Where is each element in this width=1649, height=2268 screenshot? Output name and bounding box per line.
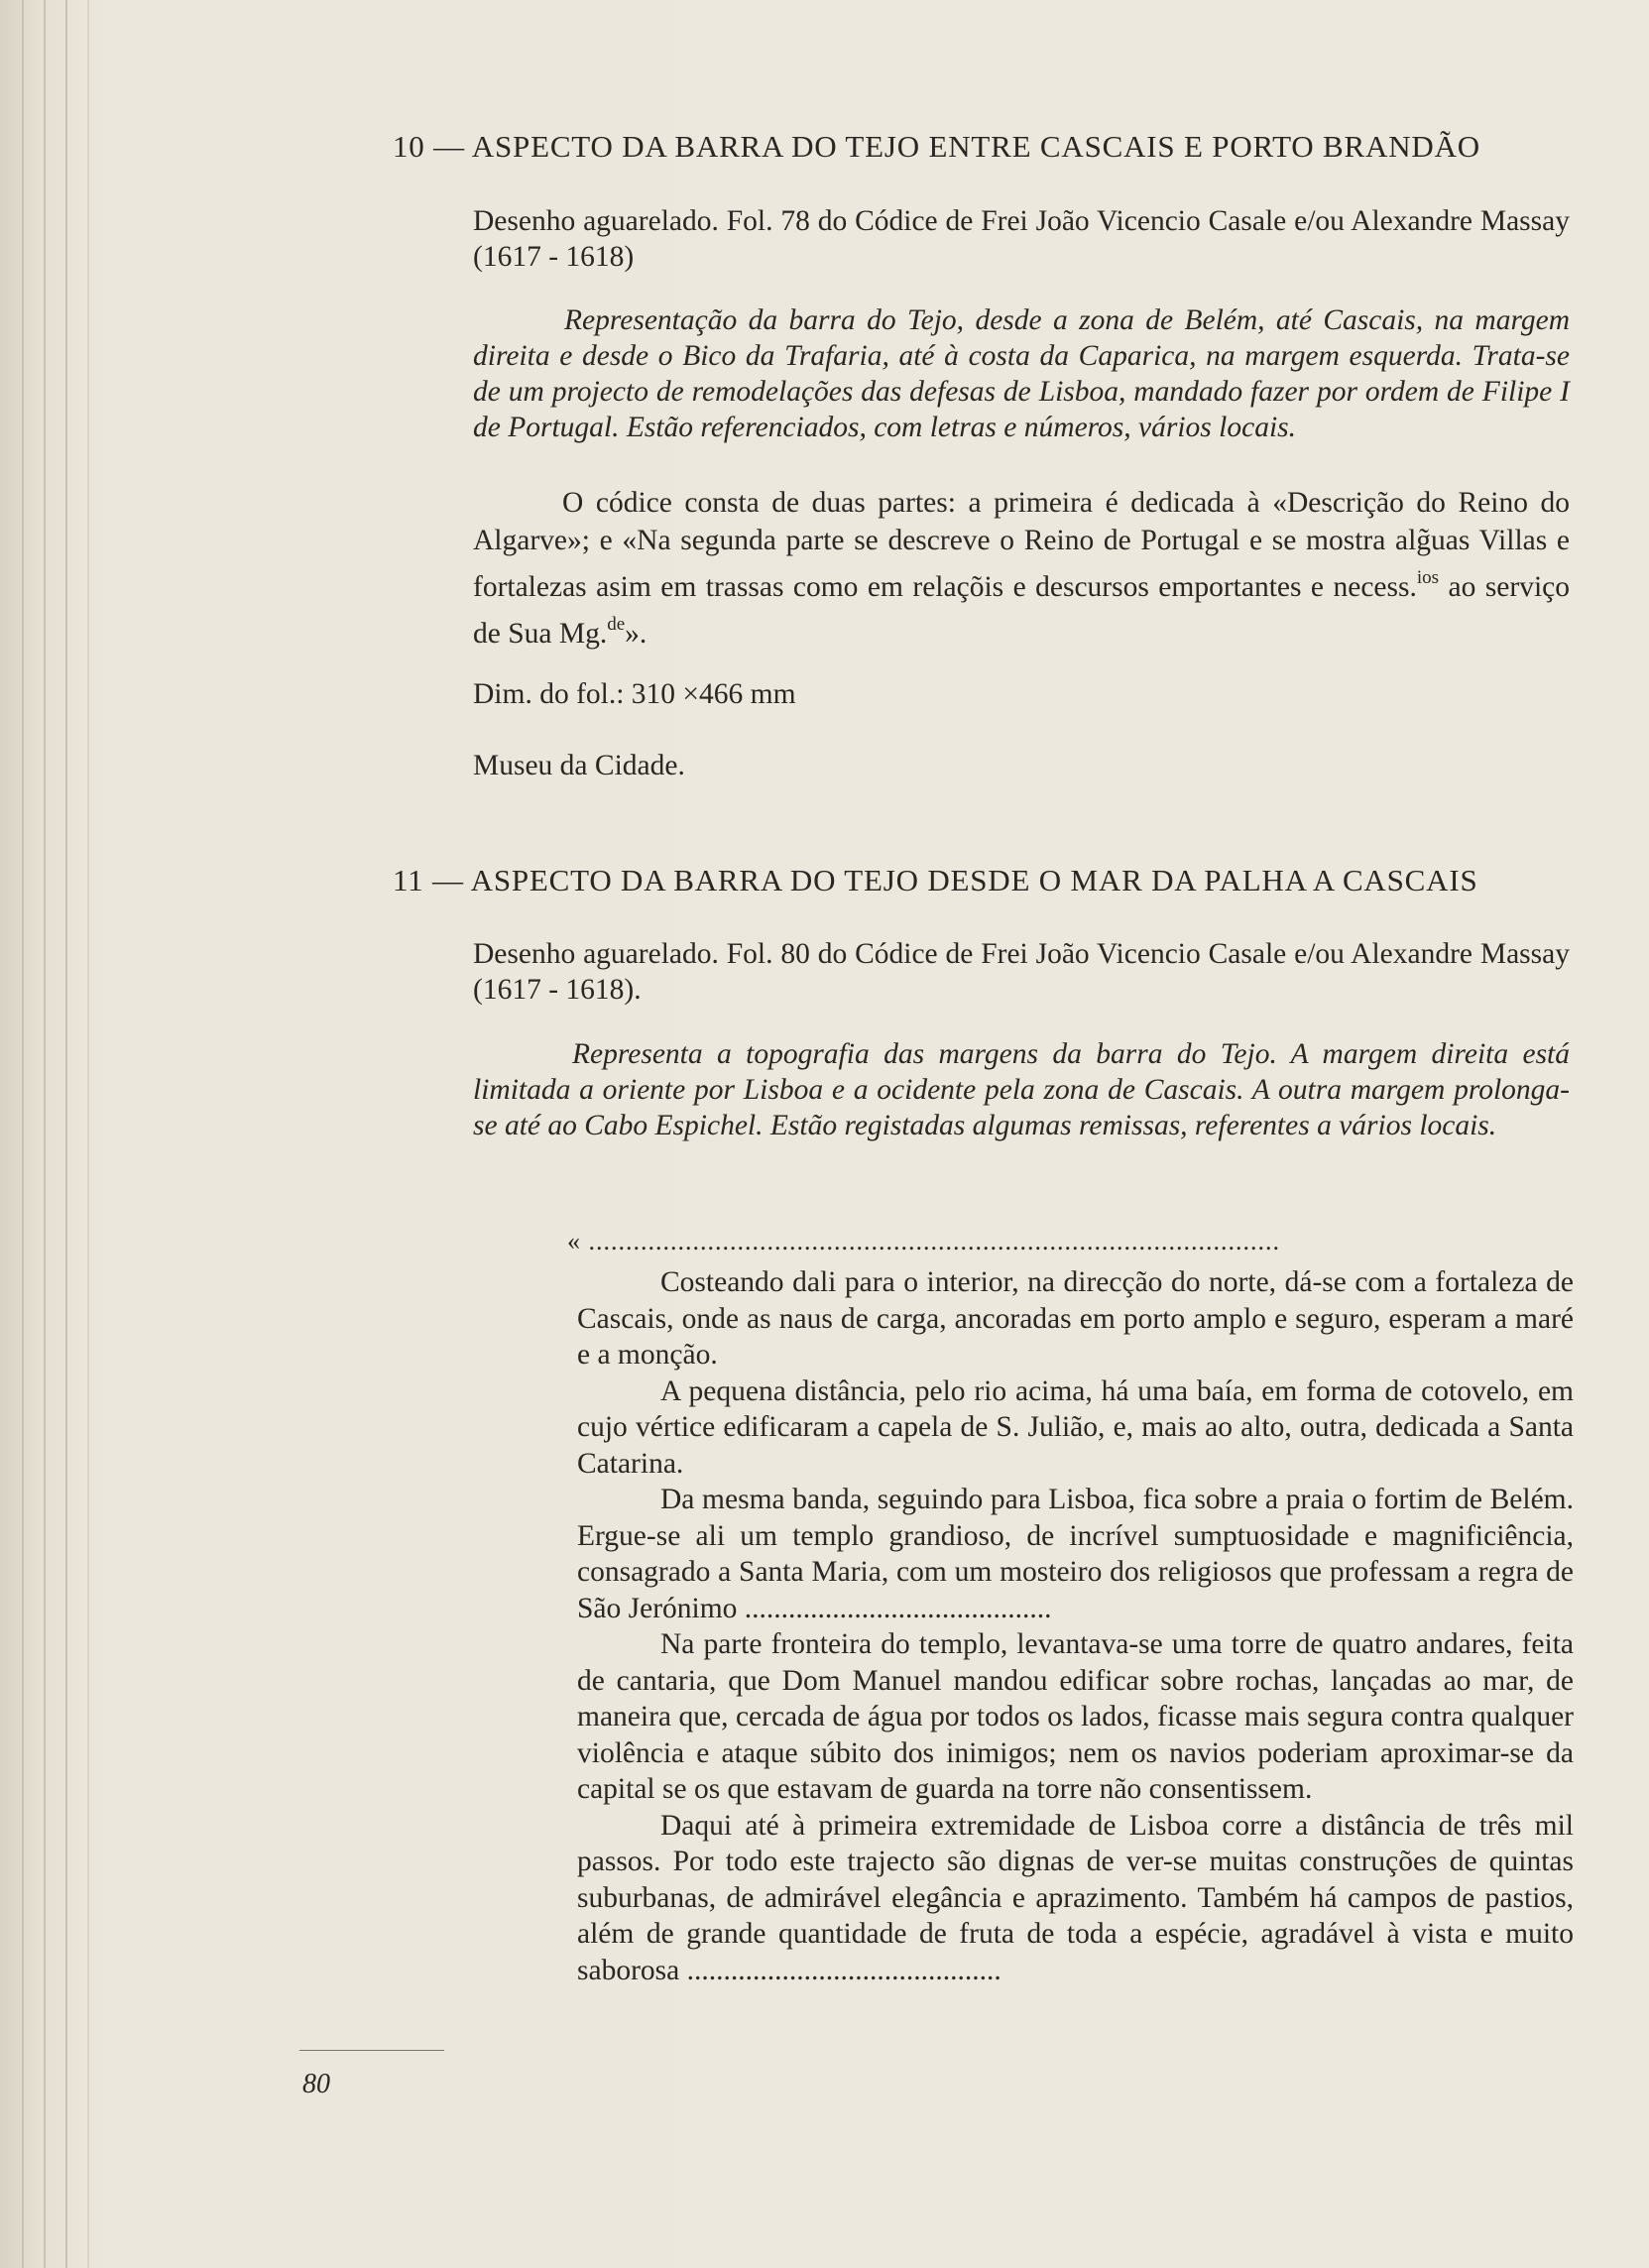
entry-10-number: 10 — [393, 129, 425, 164]
entry-10-dimensions: Dim. do fol.: 310 ×466 mm — [473, 678, 796, 710]
entry-10-location: Museu da Cidade. — [473, 750, 685, 781]
quote-opening: « ............................................................................................. — [567, 1227, 1280, 1255]
entry-10-description: Desenho aguarelado. Fol. 78 do Códice de Frei João Vicencio Casale e/ou Alexandre Massay (1617 - 1618) — [473, 205, 1570, 273]
entry-10-heading — [393, 129, 1480, 165]
quote-paragraph: A pequena distância, pelo rio acima, há uma baía, em forma de cotovelo, em cujo vértice edificaram a capela de S. Julião, e, mais ao alto, outra, dedicada a Santa Catarina. — [577, 1374, 1574, 1480]
entry-11-heading — [393, 863, 1478, 898]
entry-10-title: — ASPECTO DA BARRA DO TEJO ENTRE CASCAIS E PORTO BRANDÃO — [433, 129, 1480, 164]
footer-rule — [299, 2050, 444, 2051]
entry-11-description: Desenho aguarelado. Fol. 80 do Códice de Frei João Vicencio Casale e/ou Alexandre Massay (1617 - 1618). — [473, 938, 1570, 1006]
binding-edge — [87, 0, 89, 2268]
binding-edge — [44, 0, 46, 2268]
entry-11-summary: Representa a topografia das margens da barra do Tejo. A margem direita está limitada a oriente por Lisboa e a ocidente pela zona de Cascais. A outra margem prolonga-se até ao Cabo Espichel. Estão registadas algumas remissas, referentes a vários locais. — [473, 1038, 1570, 1141]
codex-text-end: ». — [625, 618, 648, 650]
binding-edge — [65, 0, 67, 2268]
page-number: 80 — [302, 2069, 330, 2099]
superscript-ios: ios — [1416, 567, 1440, 588]
quote-paragraph: Costeando dali para o interior, na direcção do norte, dá-se com a fortaleza de Cascais, onde as naus de carga, ancoradas em porto amplo e seguro, esperam a maré e a monção. — [577, 1266, 1574, 1371]
quote-paragraph: Da mesma banda, seguindo para Lisboa, fica sobre a praia o fortim de Belém. Ergue-se ali um templo grandioso, de incrível sumptuosidade e magnificiência, consagrado a Santa Maria, com um mosteiro dos religiosos que professam a regra de São Jerónimo .......................................... — [577, 1484, 1574, 1624]
codex-text: O códice consta de duas partes: a primeira é dedicada à «Descrição do Reino do Algarve»; e «Na segunda parte se descreve o Reino de Portugal e se mostra alg̃uas Villas e fortalezas asim em trassas como em relaçõis e descursos emportantes e necess. — [473, 487, 1570, 603]
quote-passage — [577, 1264, 1574, 1988]
binding-edge — [22, 0, 24, 2268]
quote-paragraph: Daqui até à primeira extremidade de Lisboa corre a distância de três mil passos. Por todo este trajecto são dignas de ver-se muitas construções de quintas suburbanas, de admirável elegância e aprazimento. Também há campos de pastios, além de grande quantidade de fruta de toda a espécie, agradável à vista e muito saborosa ........................................... — [577, 1809, 1574, 1986]
entry-11-title: — ASPECTO DA BARRA DO TEJO DESDE O MAR DA PALHA A CASCAIS — [432, 863, 1478, 897]
entry-11-number: 11 — [393, 863, 424, 897]
codex-text-mid: ao serviço de Sua Mg. — [473, 571, 1571, 650]
superscript-de: de — [607, 614, 626, 635]
entry-10-codex-note — [473, 484, 1570, 653]
quote-paragraph: Na parte fronteira do templo, levantava-se uma torre de quatro andares, feita de cantaria, que Dom Manuel mandou edificar sobre rochas, lançadas ao mar, de maneira que, cercada de água por todos os lados, ficasse mais segura contra qualquer violência e ataque súbito dos inimigos; nem os navios poderiam aproximar-se da capital se os que estavam de guarda na torre não consentissem. — [577, 1628, 1574, 1805]
entry-10-summary: Representação da barra do Tejo, desde a zona de Belém, até Cascais, na margem direita e desde o Bico da Trafaria, até à costa da Caparica, na margem esquerda. Trata-se de um projecto de remodelações das defesas de Lisboa, mandado fazer por ordem de Filipe I de Portugal. Estão referenciados, com letras e números, vários locais. — [473, 304, 1570, 443]
